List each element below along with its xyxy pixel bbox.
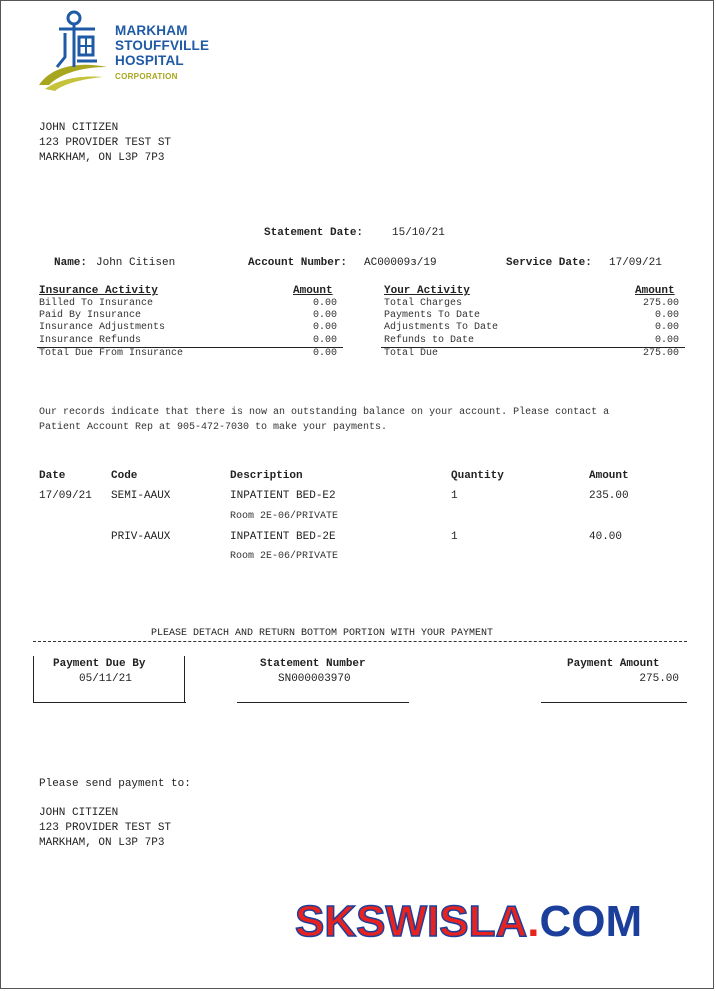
charges-header-quantity: Quantity — [451, 470, 504, 482]
hospital-corporation: CORPORATION — [115, 72, 178, 81]
insurance-row-label: Paid By Insurance — [39, 310, 142, 321]
your-activity-header: Your Activity — [384, 285, 470, 297]
charges-header-date: Date — [39, 470, 66, 482]
insurance-row-label: Insurance Adjustments — [39, 322, 166, 333]
activity-row-amount: 275.00 — [642, 298, 679, 309]
statement-number: SN000003970 — [278, 673, 351, 685]
charges-header-amount: Amount — [589, 470, 629, 482]
activity-total-amount: 275.00 — [642, 348, 679, 359]
notice-line2: Patient Account Rep at 905-472-7030 to make your payments. — [39, 422, 388, 433]
detach-dashed-line — [33, 641, 687, 642]
send-to-name: JOHN CITIZEN — [39, 807, 119, 819]
insurance-row-amount: 0.00 — [312, 322, 337, 333]
charge-row-quantity: 1 — [451, 531, 458, 543]
account-number: AC00009з/19 — [364, 257, 437, 269]
name-label: Name: — [54, 257, 88, 269]
charge-row-amount: 235.00 — [589, 490, 629, 502]
charge-row-description: INPATIENT BED-2E — [230, 531, 336, 543]
insurance-total-amount: 0.00 — [312, 348, 337, 359]
activity-row-amount: 0.00 — [654, 322, 679, 333]
payment-amount: 275.00 — [639, 673, 679, 685]
watermark-dot: . — [527, 897, 540, 946]
activity-row-label: Refunds to Date — [384, 335, 475, 346]
activity-row-label: Total Charges — [384, 298, 463, 309]
activity-row-label: Adjustments To Date — [384, 322, 499, 333]
charges-header-code: Code — [111, 470, 138, 482]
statement-date-label: Statement Date: — [264, 227, 364, 239]
charge-row-code: PRIV-AAUX — [111, 531, 171, 543]
hospital-logo — [37, 9, 210, 93]
recipient-name: JOHN CITIZEN — [39, 122, 119, 134]
charge-row-date: 17/09/21 — [39, 490, 92, 502]
due-box-left-border — [33, 656, 34, 702]
payment-due-label: Payment Due By — [53, 658, 146, 670]
insurance-amount-header: Amount — [293, 285, 333, 297]
notice-line1: Our records indicate that there is now an outstanding balance on your account. Please contact a — [39, 407, 610, 418]
charge-row-room: Room 2E-06/PRIVATE — [230, 551, 339, 562]
hospital-name-line3: HOSPITAL — [115, 53, 184, 68]
insurance-row-label: Insurance Refunds — [39, 335, 142, 346]
service-date-label: Service Date: — [506, 257, 592, 269]
activity-row-label: Payments To Date — [384, 310, 481, 321]
account-label: Account Number: — [248, 257, 348, 269]
watermark-right: COM — [539, 897, 643, 946]
patient-name: John Citisen — [96, 257, 176, 269]
statement-number-label: Statement Number — [260, 658, 366, 670]
statement-date: 15/10/21 — [392, 227, 445, 239]
insurance-total-label: Total Due From Insurance — [39, 348, 184, 359]
activity-amount-header: Amount — [635, 285, 675, 297]
due-box-bottom-border — [33, 702, 186, 703]
service-date: 17/09/21 — [609, 257, 662, 269]
hospital-name-line2: STOUFFVILLE — [115, 38, 210, 53]
send-payment-label: Please send payment to: — [39, 778, 191, 790]
activity-row-amount: 0.00 — [654, 310, 679, 321]
charges-header-description: Description — [230, 470, 303, 482]
insurance-row-label: Billed To Insurance — [39, 298, 154, 309]
payment-amount-underline — [541, 702, 687, 703]
recipient-city: MARKHAM, ON L3P 7P3 — [39, 152, 165, 164]
due-box-right-border — [184, 656, 185, 702]
send-to-city: MARKHAM, ON L3P 7P3 — [39, 837, 165, 849]
watermark — [295, 897, 642, 947]
charge-row-quantity: 1 — [451, 490, 458, 502]
insurance-row-amount: 0.00 — [312, 310, 337, 321]
charge-row-code: SEMI-AAUX — [111, 490, 171, 502]
insurance-row-amount: 0.00 — [312, 298, 337, 309]
watermark-left: SKSWISLA — [295, 897, 528, 946]
hospital-emblem-icon — [37, 9, 117, 93]
insurance-activity-header: Insurance Activity — [39, 285, 158, 297]
detach-instruction: PLEASE DETACH AND RETURN BOTTOM PORTION WITH YOUR PAYMENT — [151, 628, 494, 639]
hospital-name-line1: MARKHAM — [115, 23, 188, 38]
charge-row-amount: 40.00 — [589, 531, 623, 543]
activity-row-amount: 0.00 — [654, 335, 679, 346]
activity-total-label: Total Due — [384, 348, 439, 359]
send-to-street: 123 PROVIDER TEST ST — [39, 822, 172, 834]
recipient-street: 123 PROVIDER TEST ST — [39, 137, 172, 149]
statement-number-underline — [237, 702, 409, 703]
insurance-row-amount: 0.00 — [312, 335, 337, 346]
payment-amount-label: Payment Amount — [567, 658, 660, 670]
charge-row-description: INPATIENT BED-E2 — [230, 490, 336, 502]
payment-due-date: 05/11/21 — [79, 673, 132, 685]
charge-row-room: Room 2E-06/PRIVATE — [230, 511, 339, 522]
